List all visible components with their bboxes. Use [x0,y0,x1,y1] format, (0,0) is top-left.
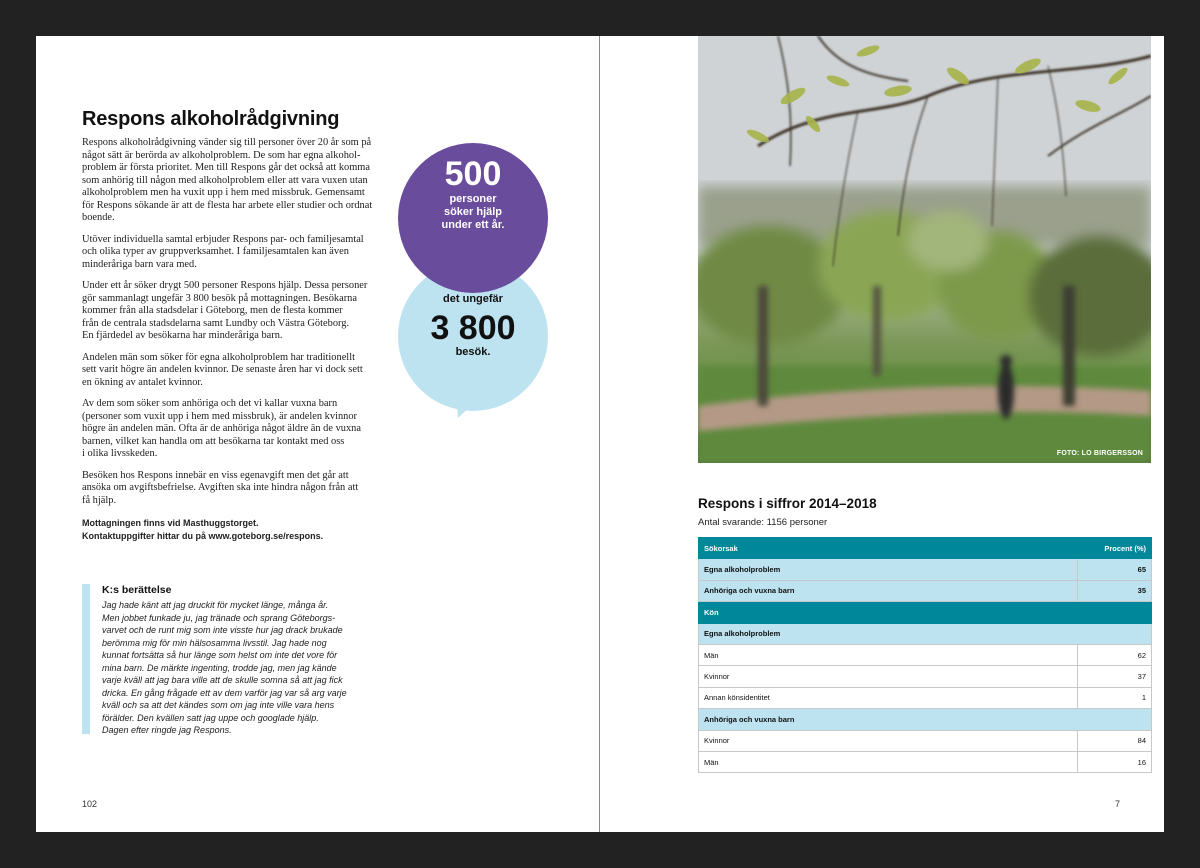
table-section-row [699,602,1152,623]
paragraph: Av dem som söker som anhöriga och det vi kallar vuxna barn (personer som vuxit upp i hem med missbruk), är andelen kvinnor högre än andelen män. Ofta är de anhöriga något äldre än de vuxna barnen, vilket kan handla om att besökarna tar kontakt med oss i olika livsskeden. [82,398,361,459]
story-title: K:s berättelse [102,584,172,596]
table-group-row [699,709,1152,730]
persons-bubble [398,143,548,293]
table-row [699,559,1152,580]
story-box [82,584,402,734]
table-header-label: Sökorsak [699,538,1078,559]
row-value: 62 [1078,644,1152,665]
park-photo-illustration [698,36,1151,463]
row-value: 1 [1078,687,1152,708]
paragraph: Andelen män som söker för egna alkoholproblem har traditionellt sett varit högre än andelen kvinnor. De senaste åren har vi dock sett en ökning av antalet kvinnor. [82,351,363,388]
story-text: Jag hade känt att jag druckit för mycket länge, många år. Men jobbet funkade ju, jag tränade och sprang Göteborgs- varvet och de runt mig som inte visste hur jag drack brukade berömma mig för min hälsosamma livsstil. Jag hade nog kunnat fortsätta så hur länge som helst om inte det vore för mina barn. De märkte ingenting, trodde jag, men jag kände varje kväll att jag bara ville att de skulle somna så att jag fick dricka. En gång frågade ett av dem varför jag var så arg varje kväll och sa att det kändes som om jag inte ville vara hens förälder. Den kvällen satt jag uppe och googlade hjälp. Dagen efter ringde jag Respons. [102,600,347,735]
row-label: Män [699,751,1078,772]
left-page [36,36,599,832]
page-number: 102 [82,799,98,809]
row-label: Män [699,644,1078,665]
persons-bubble-number: 500 [444,155,502,193]
table-row [699,730,1152,751]
row-value: 16 [1078,751,1152,772]
contact-note-line: Mottagningen finns vid Masthuggstorget. [82,518,259,528]
paragraph: Under ett år söker drygt 500 personer Respons hjälp. Dessa personer gör sammanlagt ungefär 3 800 besök på mottagningen. Besökarna kommer från alla stadsdelar i Göteborg, men de flesta kommer från de centrala stadsdelarna samt Lundby och Västra Göteborg. En fjärdedel av besökarna har minderåriga barn. [82,280,368,341]
row-label: Anhöriga och vuxna barn [699,580,1078,601]
page-number: 7 [1114,799,1120,809]
section-label: Kön [699,602,1152,623]
park-photo [698,36,1151,463]
paragraph: Respons alkoholrådgivning vänder sig till personer över 20 år som på något sätt är berörda av alkoholproblem. De som har egna alkohol- problem är första prioritet. Men till Respons går det också att komma som anhörig till någon med alkoholproblem eller att vara vuxen utan alkoholproblem men ha vuxit upp i hem med missbruk. Gemensamt för Respons sökande är att de flesta har arbete eller studier och ordnat boende. [82,137,373,223]
contact-note-line: Kontaktuppgifter hittar du på www.goteborg.se/respons. [82,530,324,541]
row-label: Annan könsidentitet [699,687,1078,708]
row-label: Kvinnor [699,730,1078,751]
stats-table [698,537,1152,773]
visits-bubble-number: 3 800 [430,309,516,347]
row-label: Egna alkoholproblem [699,559,1078,580]
group-label: Anhöriga och vuxna barn [699,709,1152,730]
visits-bubble-pre: det ungefär [443,293,503,305]
article-body [82,137,382,542]
table-row [699,687,1152,708]
table-header-row [699,538,1152,559]
magazine-spread [36,36,1164,832]
contact-note [82,517,382,542]
row-label: Kvinnor [699,666,1078,687]
row-value: 35 [1078,580,1152,601]
photo-credit: FOTO: LO BIRGERSSON [1056,450,1143,457]
table-row [699,644,1152,665]
paragraph: Utöver individuella samtal erbjuder Respons par- och familjesamtal och olika typer av gruppverksamhet. I familjesamtalen kan även minderåriga barn vara med. [82,233,364,270]
persons-bubble-text: personer söker hjälp under ett år. [441,193,505,231]
visits-bubble-post: besök. [455,346,491,358]
group-label: Egna alkoholproblem [699,623,1152,644]
table-row [699,751,1152,772]
table-row [699,666,1152,687]
paragraph: Besöken hos Respons innebär en viss egenavgift men det går att ansöka om avgiftsbefrielse. Avgiften ska inte hindra någon från att få hjälp. [82,469,359,506]
row-value: 37 [1078,666,1152,687]
row-value: 84 [1078,730,1152,751]
table-row [699,580,1152,601]
row-value: 65 [1078,559,1152,580]
table-group-row [699,623,1152,644]
stats-title: Respons i siffror 2014–2018 [698,496,877,511]
table-header-value: Procent (%) [1078,538,1152,559]
right-page [600,36,1164,832]
stats-subtitle: Antal svarande: 1156 personer [698,517,828,528]
page-title: Respons alkoholrådgivning [82,108,340,130]
